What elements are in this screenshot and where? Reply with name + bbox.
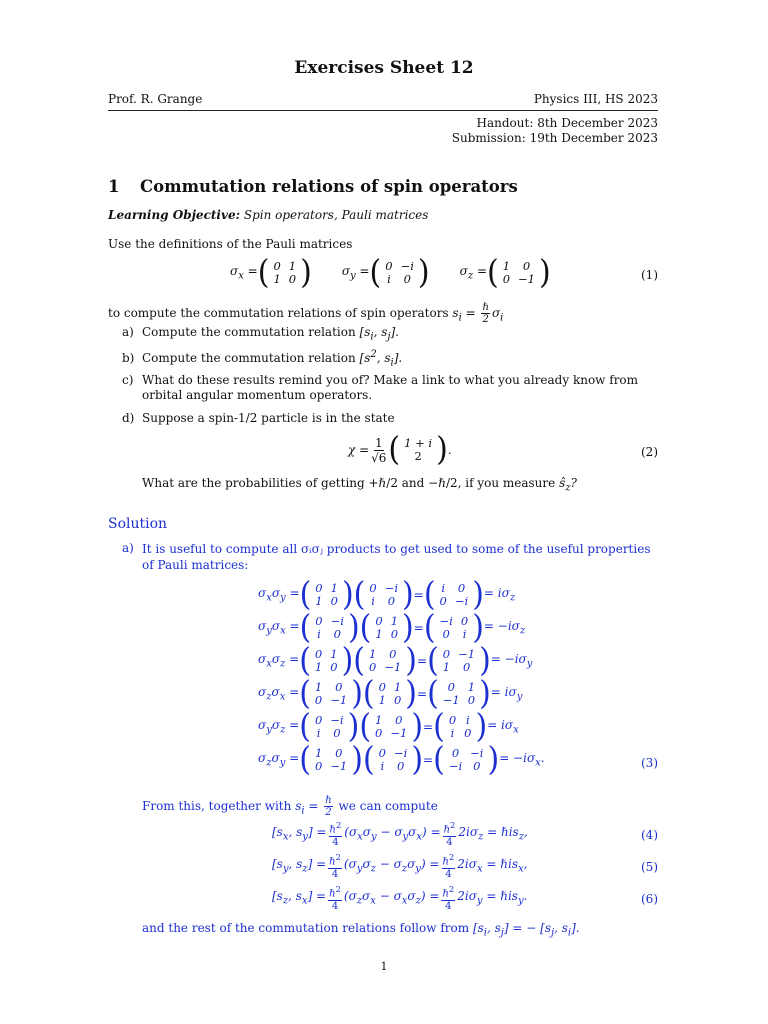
section-title: Commutation relations of spin operators: [140, 177, 518, 196]
intro-text: Use the definitions of the Pauli matrices: [108, 237, 353, 251]
pauli-products: [258, 574, 545, 779]
item-c: c) What do these results remind you of? Make a link to what you already know from orbital angular momentum operators.: [122, 373, 639, 402]
pauli-matrices-equation: $\sigma_x$ = ( 0 1 1 0 ) $\sigma_y$ = ( 0 −i i 0 ) $\sigma_z$ = ( 1 0 0 −1 ): [230, 253, 551, 292]
submission-date: Submission: 19th December 2023: [451, 131, 658, 145]
question-d: What are the probabilities of getting +ℏ/2 and −ℏ/2, if you measure $ŝ_z$?: [142, 476, 577, 494]
page-number: 1: [380, 960, 388, 973]
equation-number-2: (2): [641, 445, 658, 459]
course: Physics III, HS 2023: [533, 92, 658, 106]
commutator-yz: [$s_y$, $s_z$] = $\frac{\hbar^2}{4}$ $(\sigma_y\sigma_z - \sigma_z\sigma_y)$ = $\frac{\hbar^2}{4}$ $2i\sigma_x$ = ℏis$_x$,: [272, 852, 528, 880]
sheet-title: Exercises Sheet 12: [294, 58, 474, 78]
commutator-equations: [272, 818, 528, 914]
equation-number-3: (3): [641, 756, 658, 770]
handout-date: Handout: 8th December 2023: [476, 116, 658, 130]
item-d: d) Suppose a spin-1/2 particle is in the state: [122, 411, 395, 425]
from-this-text: From this, together with $s_i$ = $\frac{\text{ℏ}}{2}$ we can compute: [142, 795, 438, 818]
item-b: b) Compute the commutation relation [$s^2$, $s_i$].: [122, 349, 403, 369]
section-number: 1: [108, 177, 120, 196]
rest-text: and the rest of the commutation relations follow from [$s_i$, $s_j$] = − [$s_j$, $s_i$].: [142, 921, 580, 939]
commutator-xy: [$s_x$, $s_y$] = $\frac{\hbar^2}{4}$ $(\sigma_x\sigma_y - \sigma_y\sigma_x)$ = $\frac{\hbar^2}{4}$ $2i\sigma_z$ = ℏis$_z$,: [272, 820, 528, 848]
state-equation: χ = $\frac{1}{√6}$ ( 1 + i 2 ) .: [348, 430, 452, 469]
equation-number-1: (1): [641, 268, 658, 282]
solution-heading: Solution: [108, 516, 168, 532]
product-yx: $\sigma_y\sigma_x$ = ( 0 −i i 0 ) ( 0 1 1 0 ) = ( −i 0 0 i ) = $-i\sigma_z$: [258, 607, 526, 647]
product-zy: $\sigma_z\sigma_y$ = ( 1 0 0 −1 ) ( 0 −i i 0 ) = ( 0 −i −i 0 ) = $-i\sigma_x$.: [258, 739, 545, 779]
product-xy: $\sigma_x\sigma_y$ = ( 0 1 1 0 ) ( 0 −i i 0 ) = ( i 0 0 −i ) = $i\sigma_z$: [258, 574, 516, 614]
equation-number-5: (5): [641, 860, 658, 874]
equation-number-6: (6): [641, 892, 658, 906]
product-yz: $\sigma_y\sigma_z$ = ( 0 −i i 0 ) ( 1 0 0 −1 ) = ( 0 i i 0 ) = $i\sigma_x$: [258, 706, 519, 746]
product-zx: $\sigma_z\sigma_x$ = ( 1 0 0 −1 ) ( 0 1 1 0 ) = ( 0 1 −1 0 ) = $i\sigma_y$: [258, 673, 523, 713]
equation-number-4: (4): [641, 828, 658, 842]
section-heading: [108, 177, 518, 196]
item-a: a) Compute the commutation relation [$s_i$, $s_j$].: [122, 325, 399, 343]
commutator-zx: [$s_z$, $s_x$] = $\frac{\hbar^2}{4}$ $(\sigma_z\sigma_x - \sigma_x\sigma_z)$ = $\frac{\hbar^2}{4}$ $2i\sigma_y$ = ℏis$_y$.: [272, 884, 528, 912]
learning-objective: Learning Objective: Spin operators, Pauli matrices: [108, 208, 429, 222]
product-xz: $\sigma_x\sigma_z$ = ( 0 1 1 0 ) ( 1 0 0 −1 ) = ( 0 −1 1 0 ) = $-i\sigma_y$: [258, 640, 533, 680]
header-rule: [108, 110, 658, 111]
solution-a: a) It is useful to compute all σᵢσⱼ products to get used to some of the useful properties of Pauli matrices:: [122, 541, 651, 572]
compute-text: to compute the commutation relations of spin operators $s_i$ = $\frac{\text{ℏ}}{2}$ $\sigma_i$: [108, 302, 504, 325]
author: Prof. R. Grange: [108, 92, 203, 106]
